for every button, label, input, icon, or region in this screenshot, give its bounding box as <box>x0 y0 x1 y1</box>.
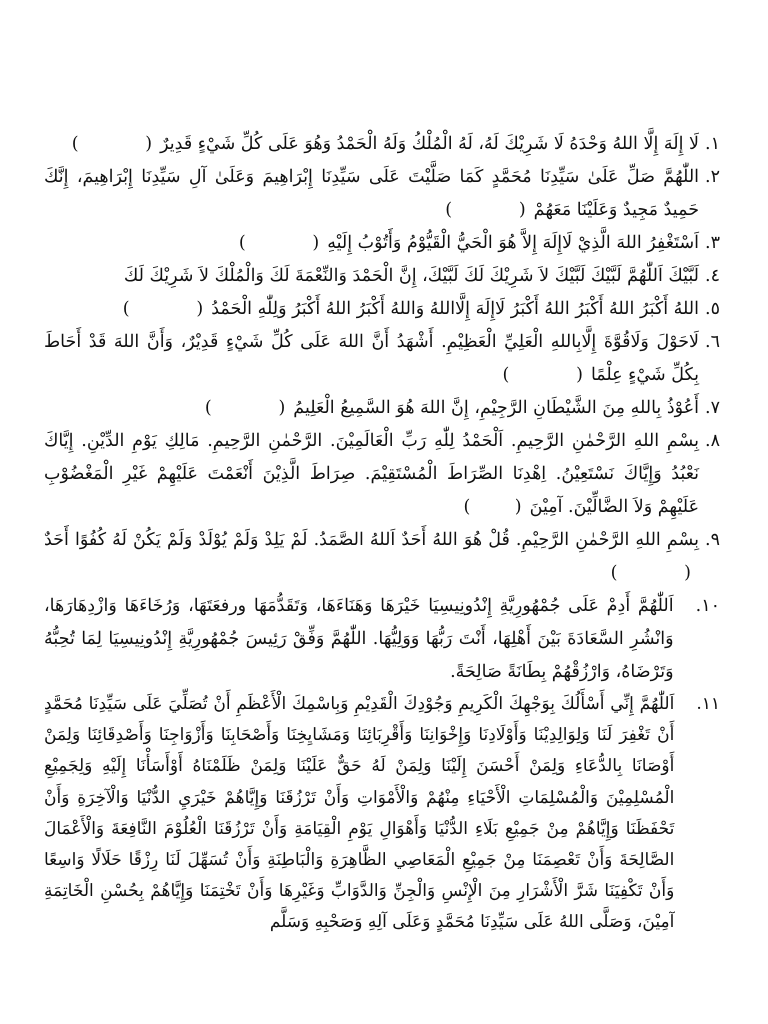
list-item <box>44 227 720 260</box>
answer-blank[interactable]: ( ) <box>502 365 583 385</box>
item-text-block <box>44 524 699 590</box>
item-number: ٨. <box>705 431 720 451</box>
list-item <box>44 326 720 392</box>
item-text: اَللّٰهُمَّ أَدِمْ عَلَى جُمْهُورِيَّةِ إِنْدُونِيسِيَا خَيْرَهَا وَهَنَاءَهَا، وَتَقَدُّمَهَا ورفعَتَهَا، وَرُخَاءَهَا وَازْدِهَارَهَا، وَانْشُرِ السَّعَادَةَ بَيْنَ أَهْلِهَا، أَنْتَ رَبُّهَا وَوَلِيُّهَا. اللّٰهُمَّ وَفِّقْ رَئِيسَ جُمْهُورِيَّةِ إِنْدُونِيسِيَا لِمَا تُحِبُّهُ وَتَرْضَاهُ، وَارْزُقْهُمْ بِطَانَةً صَالِحَةً. <box>44 596 674 682</box>
item-number: ١١. <box>696 694 720 714</box>
item-text: أَعُوْذُ بِاللهِ مِنَ الشَّيْطَانِ الرَّجِيْمِ، إِنَّ اللهَ هُوَ السَّمِيعُ الْعَلِيمُ <box>293 398 700 418</box>
item-text-block <box>44 326 699 392</box>
answer-blank[interactable]: ( ) <box>204 398 286 418</box>
item-number: ٦. <box>705 332 720 352</box>
item-number: ٥. <box>705 299 720 319</box>
list-item <box>44 260 720 293</box>
item-text: لَاحَوْلَ وَلَاقُوَّةَ إِلَّابِاللهِ الْعَلِيِّ الْعَظِيْمِ. أَشْهَدُ أَنَّ اللهَ عَلَى كُلِّ شَيْءٍ قَدِيْرٌ، وَأَنَّ اللهَ قَدْ أَحَاطَ بِكُلِّ شَيْءٍ عِلْمًا <box>44 332 700 385</box>
item-text: بِسْمِ اللهِ الرَّحْمٰنِ الرَّحِيمِ. اَلْحَمْدُ لِلّٰهِ رَبِّ الْعَالَمِيْنَ. الرَّحْمٰنِ الرَّحِيمِ. مَالِكِ يَوْمِ الدِّيْنِ. إِيَّاكَ نَعْبُدُ وَإِيَّاكَ نَسْتَعِيْنُ. اِهْدِنَا الصِّرَاطَ الْمُسْتَقِيْمَ. صِرَاطَ الَّذِيْنَ أَنْعَمْتَ عَلَيْهِمْ غَيْرِ الْمَغْضُوْبِ عَلَيْهِمْ وَلاَ الضَّالِّيْنَ. آمِيْنَ <box>44 431 700 517</box>
item-number: ٣. <box>705 233 720 253</box>
prayer-list <box>44 128 720 939</box>
item-text: اللّٰهُمَّ صَلِّ عَلَىٰ سَيِّدِنَا مُحَمَّدٍ كَمَا صَلَّيْتَ عَلَى سَيِّدِنَا إِبْرَاهِيمَ وَعَلَىٰ آلِ سَيِّدِنَا إِبْرَاهِيمَ، إِنَّكَ حَمِيدٌ مَجِيدٌ وَعَلَيْنَا مَعَهُمْ <box>44 167 700 220</box>
item-text-block <box>44 689 674 939</box>
answer-blank[interactable]: ( ) <box>71 134 153 154</box>
item-text: بِسْمِ اللهِ الرَّحْمٰنِ الرَّحِيْمِ. قُلْ هُوَ اللهُ أَحَدٌ اَللهُ الصَّمَدُ. لَمْ يَلِدْ وَلَمْ يُوْلَدْ وَلَمْ يَكُنْ لَهُ كُفُوًا أَحَدٌ <box>44 530 700 550</box>
item-text-block <box>44 293 699 326</box>
item-text: لَبَّيْكَ اَللّٰهُمَّ لَبَّيْكَ لَبَّيْكَ لاَ شَرِيْكَ لَكَ لَبَّيْكَ، إِنَّ الْحَمْدَ وَالنِّعْمَةَ لَكَ وَالْمُلْكَ لاَ شَرِيْكَ لَكَ <box>123 266 700 286</box>
list-item <box>44 392 720 425</box>
item-number: ١٠. <box>695 596 720 616</box>
answer-blank[interactable]: ( ) <box>122 299 204 319</box>
answer-blank[interactable]: ( ) <box>445 200 526 220</box>
item-text: اَسْتَغْفِرُ اللهَ الَّذِيْ لَاإِلَهَ إِلاَّ هُوَ الْحَيُّ الْقَيُّوْمُ وَأَتُوْبُ إِلَيْهِ <box>327 233 700 253</box>
item-text: لَا إِلَهَ إِلَّا اللهُ وَحْدَهُ لَا شَرِيْكَ لَهُ، لَهُ الْمُلْكُ وَلَهُ الْحَمْدُ وَهُوَ عَلَى كُلِّ شَيْءٍ قَدِيرٌ <box>160 134 700 154</box>
item-text: اللهُ أَكْبَرُ اللهُ أَكْبَرُ اللهُ أَكْبَرُ لَاإِلَهَ إِلَّااللهُ وَاللهُ أَكْبَرُ اللهُ أَكْبَرُ وَلِلّٰهِ الْحَمْدُ <box>211 299 700 319</box>
item-number: ٩. <box>705 530 720 550</box>
item-text-block <box>44 392 699 425</box>
list-item <box>44 425 720 524</box>
answer-blank[interactable]: ( ) <box>238 233 320 253</box>
item-text: اَللّٰهُمَّ إِنِّي أَسْأَلُكَ بِوَجْهِكَ الْكَرِيمِ وَجُوْدِكَ الْقَدِيْمِ وَبِاسْمِكَ الْأَعْظَمِ أَنْ تُصَلِّيَ عَلَى سَيِّدِنَا مُحَمَّدٍ أَنْ تَغْفِرَ لَنَا وَلِوَالِدِيْنَا وَأَوْلَادِنَا وَإِخْوَانِنَا وَأَقْرِبَائِنَا وَمَشَايِخِنَا وَأَصْحَابِنَا وَأَزْوَاجِنَا وَأَصْدِقَائِنَا وَلِمَنْ أَوْصَانَا بِالدُّعَاءِ وَلِمَنْ أَحْسَنَ إِلَيْنَا وَلِمَنْ لَهُ حَقٌّ عَلَيْنَا وَلِمَنْ ظَلَمْنَاهُ أَوْأَسَأْنَا إِلَيْهِ وَلِجَمِيْعِ الْمُسْلِمِيْنَ وَالْمُسْلِمَاتِ الْأَحْيَاءِ مِنْهُمْ وَالْأَمْوَاتِ وَأَنْ تَرْزُقَنَا وَإِيَّاهُمْ خَيْرَيِ الدُّنْيَا وَالْآخِرَةِ وَأَنْ تَحْفَظَنَا وَإِيَّاهُمْ مِنْ جَمِيْعِ بَلَاءِ الدُّنْيَا وَأَهْوَالِ يَوْمِ الْقِيَامَةِ وَأَنْ تَرْزُقَنَا الْعُلُوْمَ النَّافِعَةَ وَالْأَعْمَالَ الصَّالِحَةَ وَأَنْ تَعْصِمَنَا مِنْ جَمِيْعِ الْمَعَاصِي الظَّاهِرَةِ وَالْبَاطِنَةِ وَأَنْ تُسَهِّلَ لَنَا رِزْقًا حَلَالًا وَاسِعًا وَأَنْ تَكْفِيَنَا شَرَّ الْأَشْرَارِ مِنَ الْإِنْسِ وَالْجِنِّ وَالدَّوَابِّ وَغَيْرِهَا وَأَنْ تَخْتِمَنَا وَإِيَّاهُمْ بِحُسْنِ الْخَاتِمَةِ آمِيْنَ، وَصَلَّى اللهُ عَلَى سَيِّدِنَا مُحَمَّدٍ وَعَلَى آلِهِ وَصَحْبِهِ وَسَلَّم <box>44 694 675 933</box>
item-number: ٧. <box>705 398 720 418</box>
list-item <box>44 524 720 590</box>
answer-blank[interactable]: ( ) <box>463 497 522 517</box>
list-item <box>44 590 720 689</box>
list-item <box>44 689 720 939</box>
answer-blank[interactable]: ( ) <box>610 563 692 583</box>
item-text-block <box>44 161 699 227</box>
item-text-block <box>44 425 699 524</box>
item-text-block <box>44 227 699 260</box>
item-number: ٤. <box>705 266 720 286</box>
list-item <box>44 128 720 161</box>
list-item <box>44 161 720 227</box>
item-number: ١. <box>705 134 720 154</box>
item-text-block <box>44 128 699 161</box>
item-number: ٢. <box>705 167 720 187</box>
item-text-block <box>44 260 699 293</box>
list-item <box>44 293 720 326</box>
item-text-block <box>44 590 674 689</box>
